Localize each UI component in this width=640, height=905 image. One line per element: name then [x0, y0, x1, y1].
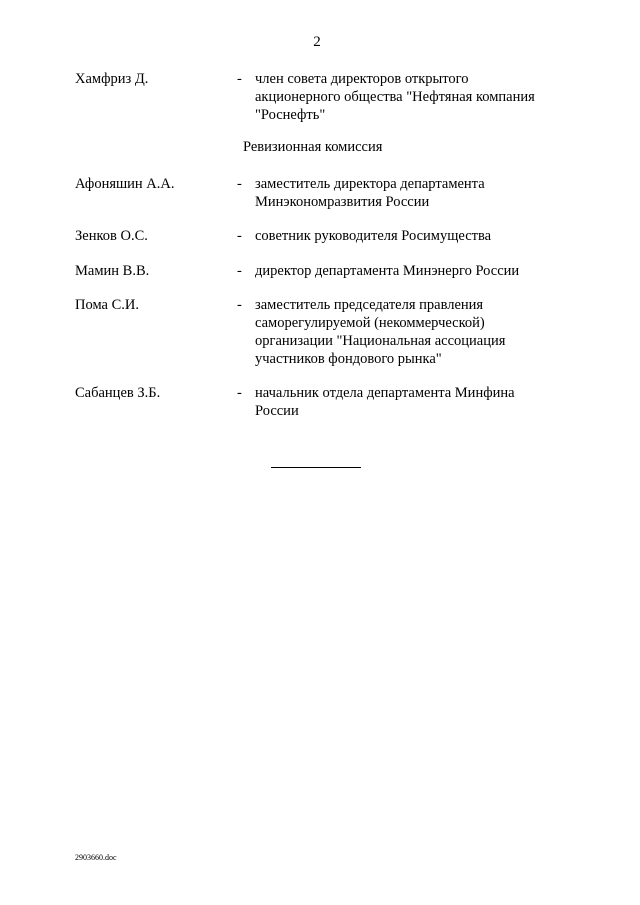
position-line: член совета директоров открытого: [255, 71, 469, 87]
position-line: заместитель директора департамента: [255, 176, 485, 192]
position-line: организации "Национальная ассоциация: [255, 333, 506, 349]
member-position: [255, 175, 555, 211]
position-line: акционерного общества "Нефтяная компания: [255, 89, 535, 105]
end-of-list-rule: [271, 467, 361, 468]
separator-dash: -: [237, 385, 242, 401]
member-name: Афоняшин А.А.: [75, 176, 175, 192]
separator-dash: -: [237, 228, 242, 244]
member-position: [255, 296, 555, 368]
member-name: Пома С.И.: [75, 297, 139, 313]
file-name-footer: 2903660.doc: [75, 853, 117, 862]
position-line: Минэкономразвития России: [255, 194, 430, 210]
position-line: советник руководителя Росимущества: [255, 228, 492, 244]
separator-dash: -: [237, 71, 242, 87]
member-name: Хамфриз Д.: [75, 71, 149, 87]
member-position: [255, 70, 555, 124]
page-number: 2: [313, 34, 321, 50]
position-line: участников фондового рынка": [255, 351, 442, 367]
separator-dash: -: [237, 297, 242, 313]
position-line: саморегулируемой (некоммерческой): [255, 315, 485, 331]
member-name: Сабанцев З.Б.: [75, 385, 161, 401]
member-name: Мамин В.В.: [75, 263, 150, 279]
section-heading: Ревизионная комиссия: [243, 139, 383, 155]
separator-dash: -: [237, 176, 242, 192]
member-position: [255, 227, 555, 245]
position-line: начальник отдела департамента Минфина: [255, 385, 515, 401]
position-line: России: [255, 403, 299, 419]
position-line: "Роснефть": [255, 107, 326, 123]
member-position: [255, 384, 555, 420]
position-line: заместитель председателя правления: [255, 297, 484, 313]
position-line: директор департамента Минэнерго России: [255, 263, 520, 279]
member-position: [255, 262, 555, 280]
member-name: Зенков О.С.: [75, 228, 148, 244]
separator-dash: -: [237, 263, 242, 279]
